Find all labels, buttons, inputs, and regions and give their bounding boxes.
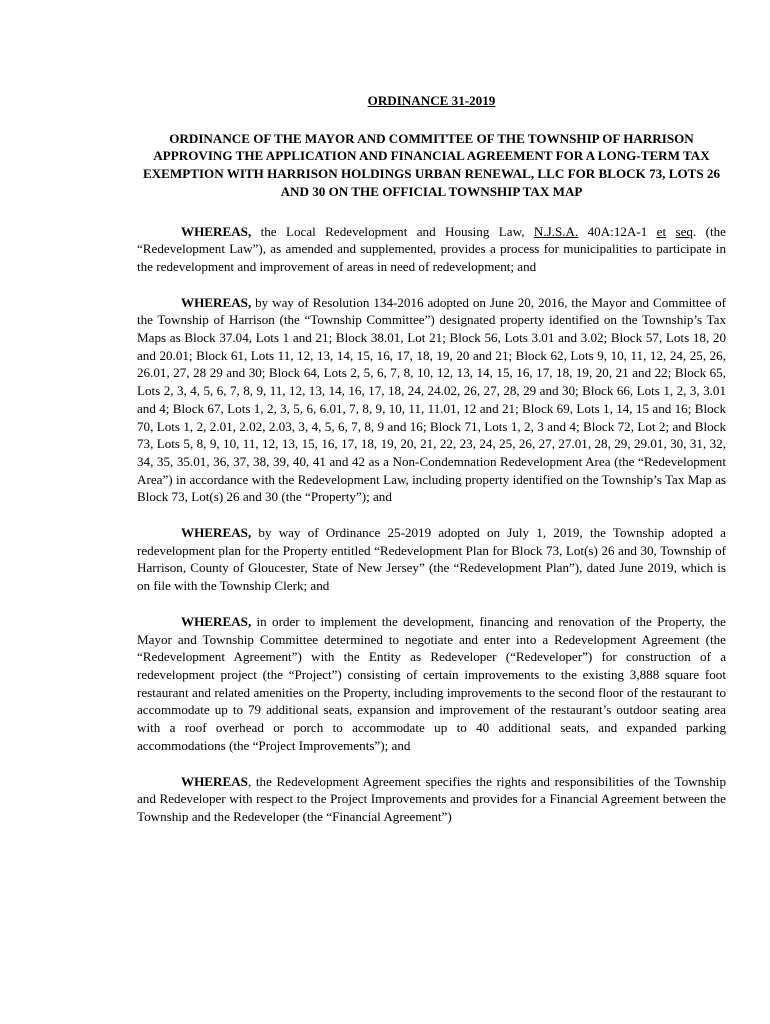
citation-njsa: N.J.S.A. — [533, 223, 579, 239]
document-page — [137, 92, 726, 844]
whereas-paragraph-3 — [137, 524, 726, 595]
whereas-lead: WHEREAS, — [181, 294, 252, 310]
paragraph-text: 40A:12A-1 — [578, 223, 657, 239]
paragraph-text: in order to implement the development, financing and renovation of the Property, the Mayor and Township Committee determined to negotiate and enter into a Redevelopment Agreement (the “Redevelopment Agreement”) with the Entity as Redeveloper (“Redeveloper”) for construction of a redevelopment project (the “Project”) consisting of certain improvements to the existing 3,888 square foot restaurant and related amenities on the Property, including improvements to the second floor of the restaurant to accommodate up to 79 additional seats, expansion and improvement of the restaurant’s outdoor seating area with a roof overhead or porch to accommodate up to 40 additional seats, and expanded parking accommodations (the “Project Improvements”); and — [137, 613, 726, 753]
whereas-paragraph-5 — [137, 773, 726, 826]
whereas-paragraph-1 — [137, 223, 726, 276]
paragraph-text: by way of Ordinance 25-2019 adopted on July 1, 2019, the Township adopted a redevelopment plan for the Property entitled “Redevelopment Plan for Block 73, Lot(s) 26 and 30, Township of Harrison, County of Gloucester, State of New Jersey” (the “Redevelopment Plan”), dated June 2019, which is on file with the Township Clerk; and — [137, 525, 726, 594]
ordinance-title: ORDINANCE OF THE MAYOR AND COMMITTEE OF THE TOWNSHIP OF HARRISON APPROVING THE APPLICATION AND FINANCIAL AGREEMENT FOR A LONG-TERM TAX EXEMPTION WITH HARRISON HOLDINGS URBAN RENEWAL, LLC FOR BLOCK 73, LOTS 26 AND 30 ON THE OFFICIAL TOWNSHIP TAX MAP — [142, 130, 721, 199]
whereas-paragraph-2 — [137, 294, 726, 506]
citation-seq: seq — [675, 223, 693, 239]
whereas-paragraph-4 — [137, 613, 726, 755]
paragraph-text: . (the “Redevelopment Law”), as amended and supplemented, provides a process for municipalities to participate in the redevelopment and improvement of areas in need of redevelopment; and — [137, 223, 726, 274]
paragraph-text — [666, 224, 675, 239]
paragraph-text: by way of Resolution 134-2016 adopted on June 20, 2016, the Mayor and Committee of the Township of Harrison (the “Township Committee”) designated property identified on the Township’s Tax Maps as Block 37.04, Lots 1 and 21; Block 38.01, Lot 21; Block 56, Lots 3.01 and 3.02; Block 57, Lots 18, 20 and 20.01; Block 61, Lots 11, 12, 13, 14, 15, 16, 17, 18, 19, 20 and 21; Block 62, Lots 9, 10, 11, 12, 24, 25, 26, 26.01, 27, 28 29 and 30; Block 64, Lots 2, 5, 6, 7, 8, 10, 12, 13, 14, 15, 16, 17, 18, 19, 20, 21 and 22; Block 65, Lots 2, 3, 4, 5, 6, 7, 8, 9, 11, 12, 13, 14, 16, 17, 18, 24, 24.02, 26, 27, 28, 29 and 30; Block 66, Lots 1, 2, 3, 3.01 and 4; Block 67, Lots 1, 2, 3, 5, 6, 6.01, 7, 8, 9, 10, 11, 11.01, 12 and 21; Block 69, Lots 1, 14, 15 and 16; Block 70, Lots 1, 2, 2.01, 2.02, 2.03, 3, 4, 5, 6, 7, 8, 9 and 16; Block 71, Lots 1, 2, 3 and 4; Block 72, Lot 2; and Block 73, Lots 5, 8, 9, 10, 11, 12, 13, 15, 16, 17, 18, 19, 20, 21, 22, 23, 24, 25, 26, 27, 27.01, 28, 29, 29.01, 30, 31, 32, 34, 35, 35.01, 36, 37, 38, 39, 40, 41 and 42 as a Non-Condemnation Redevelopment Area (the “Redevelopment Area”) in accordance with the Redevelopment Law, including property identified on the Township’s Tax Map as Block 73, Lot(s) 26 and 30 (the “Property”); and — [137, 294, 726, 505]
paragraph-text: the Local Redevelopment and Housing Law, — [251, 223, 534, 239]
whereas-lead: WHEREAS — [181, 773, 248, 789]
citation-et: et — [656, 223, 667, 239]
whereas-lead: WHEREAS, — [181, 613, 252, 629]
ordinance-number: ORDINANCE 31-2019 — [367, 93, 496, 108]
paragraph-text: , the Redevelopment Agreement specifies the rights and responsibilities of the Township and Redeveloper with respect to the Project Improvements and provides for a Financial Agreement between the Township and the Redeveloper (the “Financial Agreement”) — [137, 773, 726, 824]
whereas-lead: WHEREAS, — [181, 223, 252, 239]
whereas-lead: WHEREAS, — [181, 525, 252, 541]
